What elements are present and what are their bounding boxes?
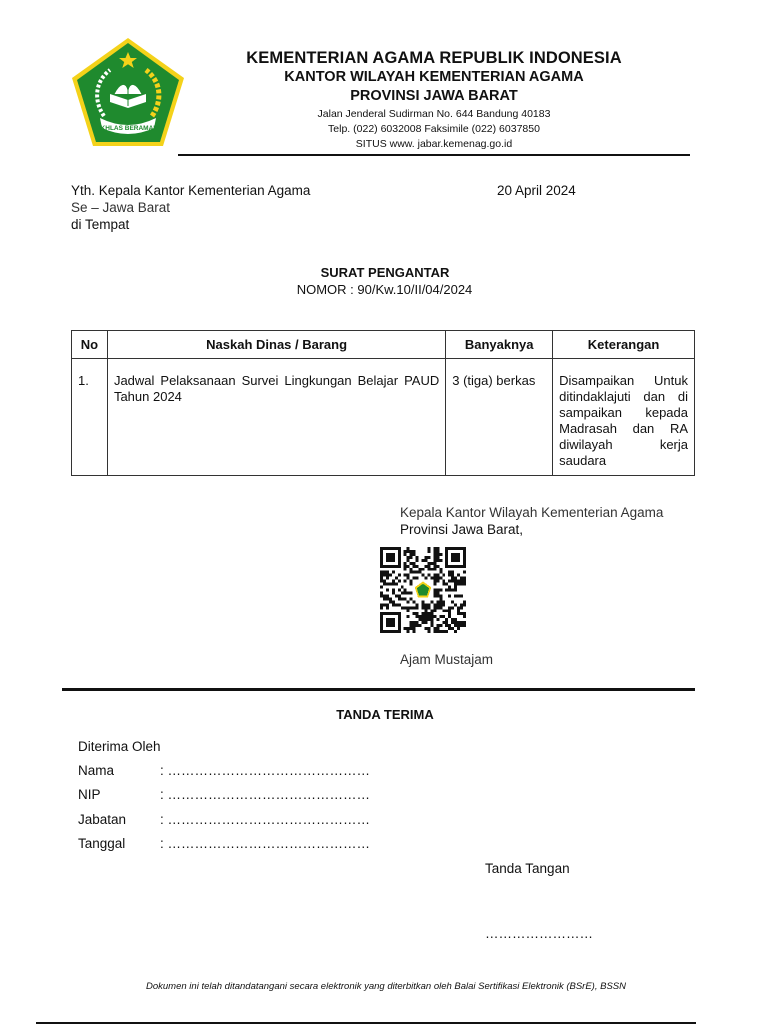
letter-title: SURAT PENGANTAR	[320, 265, 450, 280]
cell-keterangan: Disampaikan Untuk ditindaklajuti dan di sampaikan kepada Madrasah dan RA diwilayah kerja saudara	[553, 359, 695, 476]
field-label: NIP	[78, 787, 101, 802]
office-site: SITUS www. jabar.kemenag.go.id	[355, 138, 513, 150]
col-header-banyaknya: Banyaknya	[446, 331, 553, 359]
field-blank: : ………………………………………	[160, 836, 371, 851]
field-blank: : ………………………………………	[160, 763, 371, 778]
receipt-divider	[62, 688, 695, 691]
signatory-position-line-1: Kepala Kantor Wilayah Kementerian Agama	[400, 505, 664, 520]
field-label: Nama	[78, 763, 115, 778]
cell-naskah: Jadwal Pelaksanaan Survei Lingkungan Belajar PAUD Tahun 2024	[107, 359, 445, 476]
receipt-title: TANDA TERIMA	[336, 707, 434, 722]
col-header-keterangan: Keterangan	[553, 331, 695, 359]
items-table	[71, 330, 695, 476]
cell-banyaknya: 3 (tiga) berkas	[446, 359, 553, 476]
table-header-row	[72, 331, 695, 359]
signature-line: ……………………	[485, 926, 593, 941]
office-name: KANTOR WILAYAH KEMENTERIAN AGAMA	[284, 69, 584, 85]
esign-footer-note: Dokumen ini telah ditandatangani secara elektronik yang diterbitkan oleh Balai Sertifikasi Elektronik (BSrE), BSSN	[146, 981, 626, 992]
field-blank: : ………………………………………	[160, 812, 371, 827]
page-bottom-rule	[36, 1022, 696, 1024]
signatory-position-line-2: Provinsi Jawa Barat,	[400, 522, 524, 537]
cell-no: 1.	[72, 359, 108, 476]
field-blank: : ………………………………………	[160, 787, 371, 802]
col-header-no: No	[72, 331, 108, 359]
letter-title-block	[0, 264, 768, 298]
province-name: PROVINSI JAWA BARAT	[350, 88, 518, 104]
letter-number: NOMOR : 90/Kw.10/II/04/2024	[296, 282, 473, 297]
letter-date: 20 April 2024	[497, 183, 576, 198]
office-phone: Telp. (022) 6032008 Faksimile (022) 6037850	[328, 123, 540, 135]
col-header-naskah: Naskah Dinas / Barang	[107, 331, 445, 359]
recipient-line-1: Yth. Kepala Kantor Kementerian Agama	[71, 183, 311, 198]
received-by-label: Diterima Oleh	[78, 739, 161, 754]
office-address: Jalan Jenderal Sudirman No. 644 Bandung 40183	[317, 108, 551, 120]
signatory-position	[400, 504, 663, 538]
receipt-field-tanggal	[78, 836, 370, 851]
recipient-line-2: Se – Jawa Barat	[71, 200, 171, 215]
receipt-field-nama	[78, 763, 370, 778]
ministry-name: KEMENTERIAN AGAMA REPUBLIK INDONESIA	[246, 49, 622, 67]
signatory-name: Ajam Mustajam	[400, 652, 494, 667]
signature-label: Tanda Tangan	[485, 861, 570, 876]
svg-text:IKHLAS BERAMAL: IKHLAS BERAMAL	[98, 125, 158, 132]
table-row	[72, 359, 695, 476]
field-label: Jabatan	[78, 812, 127, 827]
recipient-block	[71, 182, 310, 233]
letterhead-divider	[178, 154, 690, 156]
letterhead	[180, 48, 688, 151]
field-label: Tanggal	[78, 836, 126, 851]
kemenag-logo	[70, 36, 186, 150]
signature-qr-code	[380, 546, 466, 634]
recipient-line-3: di Tempat	[71, 217, 130, 232]
receipt-field-jabatan	[78, 812, 370, 827]
receipt-field-nip	[78, 787, 370, 802]
